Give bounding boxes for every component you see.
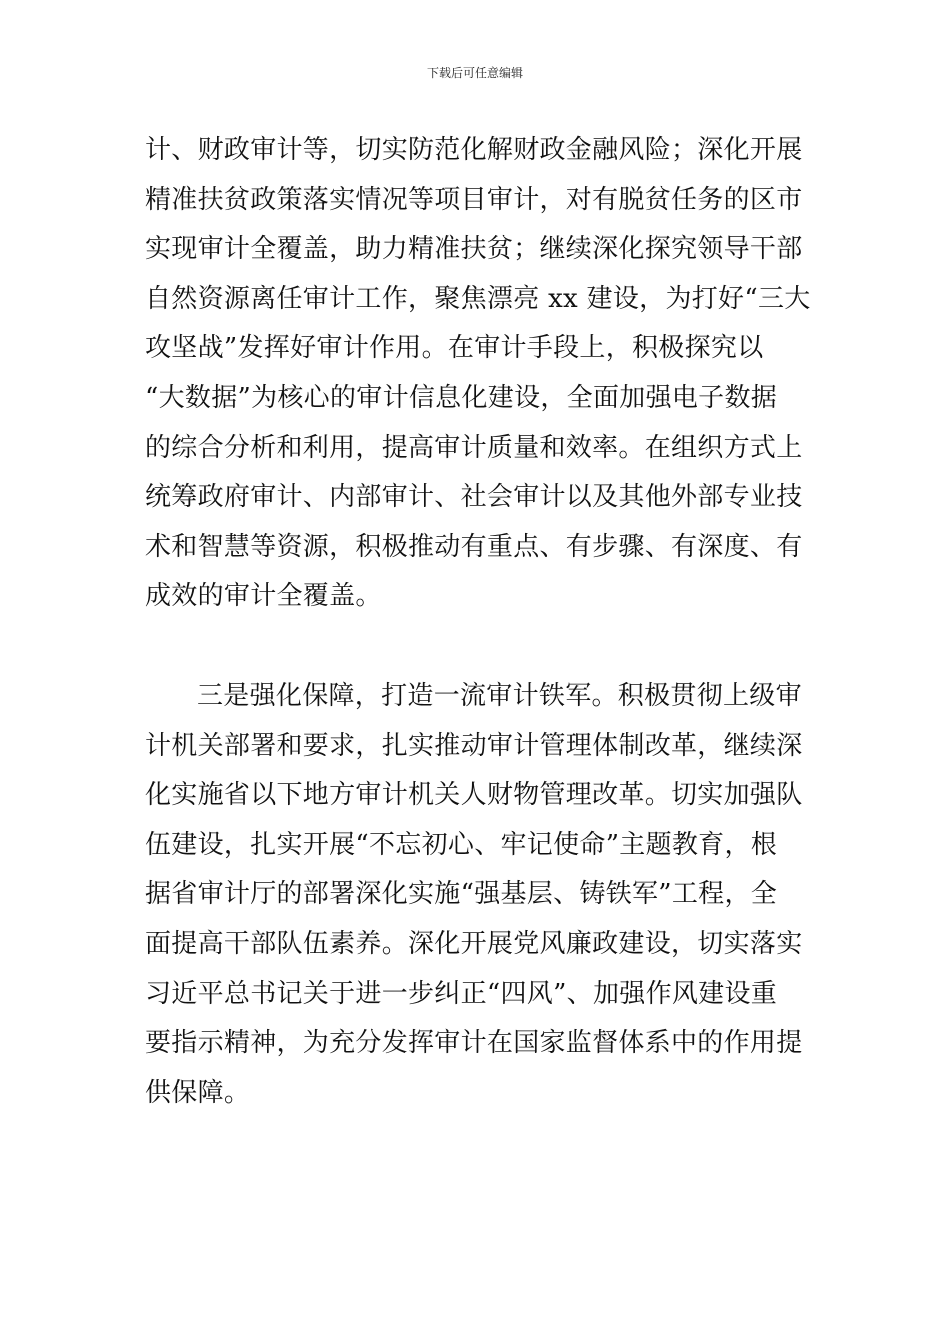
page-header: 下载后可任意编辑 [426,66,523,80]
paragraph-line: 统筹政府审计、内部审计、社会审计以及其他外部专业技 [145,482,803,513]
paragraph-line: “大数据”为核心的审计信息化建设，全面加强电子数据 [145,382,778,413]
paragraph-line: 供保障。 [145,1077,251,1108]
paragraph-line: 实现审计全覆盖，助力精准扶贫；继续深化探究领导干部 [145,234,803,265]
paragraph-line: 习近平总书记关于进一步纠正“四风”、加强作风建设重 [145,978,778,1009]
paragraph-2 [145,672,805,1118]
paragraph-line: 攻坚战”发挥好审计作用。在审计手段上，积极探究以 [145,333,764,364]
paragraph-line: 精准扶贫政策落实情况等项目审计，对有脱贫任务的区市 [145,184,803,215]
paragraph-line: 自然资源离任审计工作，聚焦漂亮 xx 建设，为打好“三大 [145,283,811,314]
paragraph-line: 计、财政审计等，切实防范化解财政金融风险；深化开展 [145,135,803,165]
paragraph-line: 据省审计厅的部署深化实施“强基层、铸铁军”工程，全 [145,879,778,910]
paragraph-line: 化实施省以下地方审计机关人财物管理改革。切实加强队 [145,780,803,811]
paragraph-line: 计机关部署和要求，扎实推动审计管理体制改革，继续深 [145,730,803,761]
paragraph-line: 要指示精神，为充分发挥审计在国家监督体系中的作用提 [145,1028,803,1059]
paragraph-line: 术和智慧等资源，积极推动有重点、有步骤、有深度、有 [145,531,803,562]
paragraph-line: 成效的审计全覆盖。 [145,581,382,612]
paragraph-line: 面提高干部队伍素养。深化开展党风廉政建设，切实落实 [145,928,803,959]
paragraph-line: 伍建设，扎实开展“不忘初心、牢记使命”主题教育，根 [145,829,778,860]
paragraph-line: 的综合分析和利用，提高审计质量和效率。在组织方式上 [145,432,803,463]
paragraph-line: 三是强化保障，打造一流审计铁军。积极贯彻上级审 [197,681,802,711]
paragraph-1 [145,126,811,622]
